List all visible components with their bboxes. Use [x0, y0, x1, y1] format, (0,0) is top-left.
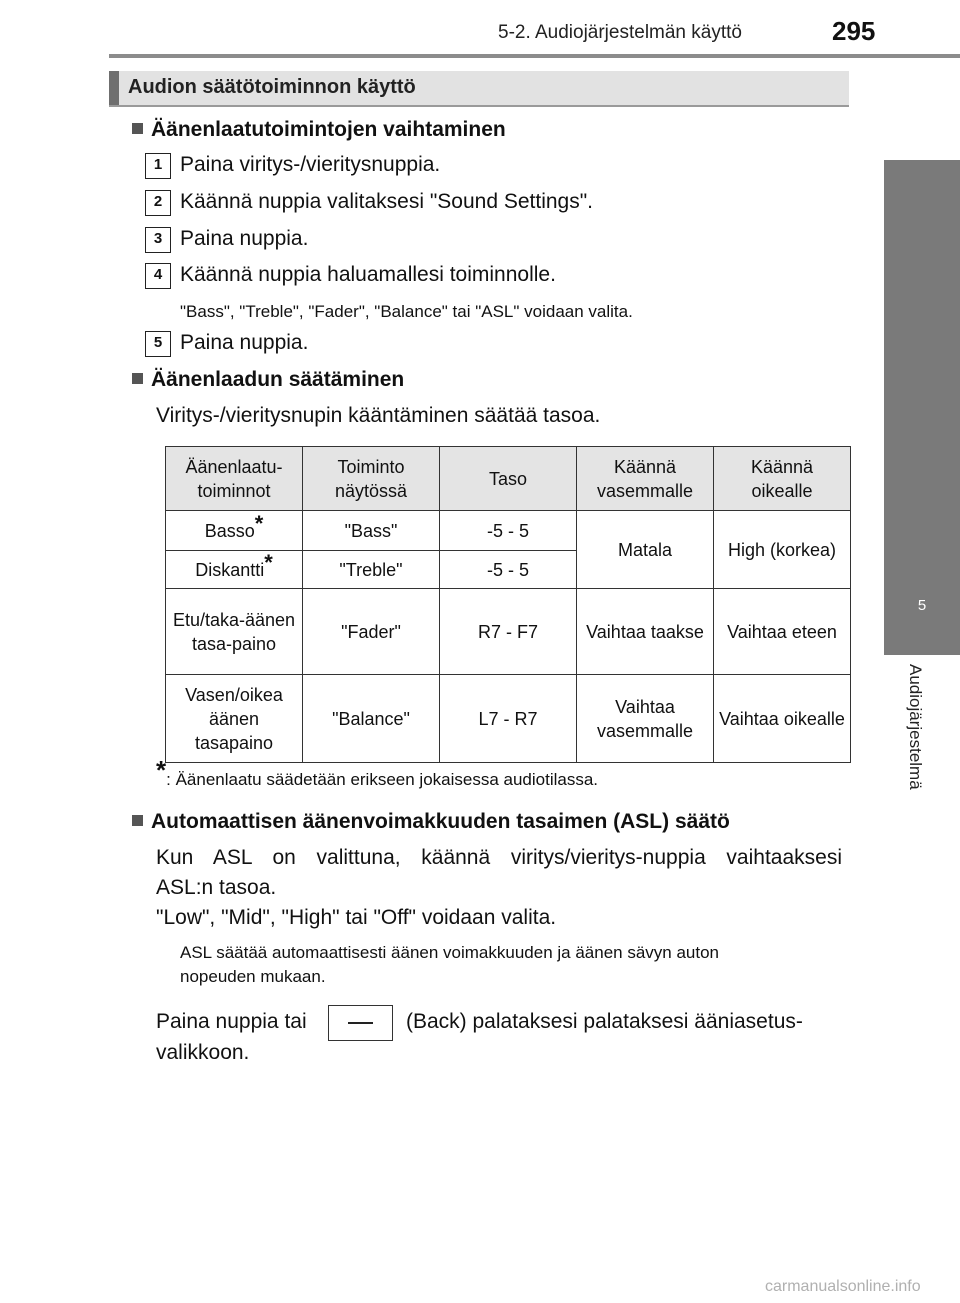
cell-text: Basso: [204, 520, 255, 541]
subheading-asl: [132, 810, 730, 834]
table-cell: [166, 511, 303, 551]
table-cell: Vaihtaa taakse: [577, 589, 714, 675]
asterisk-mark: *: [254, 510, 264, 536]
adjust-intro: Viritys-/vieritysnupin kääntäminen säätää tasoa.: [156, 404, 601, 427]
table-footnote: [156, 755, 599, 790]
step-number: 2: [153, 193, 163, 210]
table-cell: Vaihtaa eteen: [714, 589, 851, 675]
section-heading: Audion säätötoiminnon käyttö: [128, 76, 416, 98]
asterisk-mark: *: [264, 549, 273, 575]
subheading-sound-functions: [132, 118, 506, 142]
back-text-line-2: valikkoon.: [156, 1041, 250, 1064]
step-text-3: Paina nuppia.: [180, 227, 309, 250]
header-rule: [109, 54, 960, 58]
table-header-row: [166, 447, 851, 511]
table-cell: "Fader": [303, 589, 440, 675]
step-badge-3: [145, 227, 171, 253]
table-header-cell: Käännä oikealle: [714, 447, 851, 511]
section-heading-bar: [109, 71, 849, 107]
table-cell: "Treble": [303, 551, 440, 589]
step-number: 4: [153, 266, 163, 283]
asl-text-line-2: ASL:n tasoa.: [156, 876, 277, 899]
square-bullet-icon: [132, 815, 143, 826]
header-section-title: 5-2. Audiojärjestelmän käyttö: [498, 22, 742, 43]
step-badge-2: [145, 190, 171, 216]
table-header-cell: Äänenlaatu-toiminnot: [166, 447, 303, 511]
step-text-2: Käännä nuppia valitaksesi "Sound Settings".: [180, 190, 594, 213]
watermark: carmanualsonline.info: [765, 1278, 921, 1295]
step-badge-1: [145, 153, 171, 179]
footnote-text: : Äänenlaatu säädetään erikseen jokaisessa audiotilassa.: [166, 770, 599, 789]
sound-settings-table: [165, 446, 851, 763]
table-cell: Vaihtaa oikealle: [714, 675, 851, 763]
asterisk-mark: *: [156, 755, 167, 785]
subheading-sound-adjust: [132, 368, 404, 392]
table-cell-merged-right: High (korkea): [714, 511, 851, 589]
square-bullet-icon: [132, 123, 143, 134]
table-cell: L7 - R7: [440, 675, 577, 763]
chapter-tab: [884, 160, 960, 655]
table-cell-merged-left: Matala: [577, 511, 714, 589]
table-row: [166, 589, 851, 675]
table-header-cell: Toiminto näytössä: [303, 447, 440, 511]
page-number: 295: [832, 16, 876, 46]
table-cell: -5 - 5: [440, 551, 577, 589]
table-cell: Vaihtaa vasemmalle: [577, 675, 714, 763]
asl-text-line-3: "Low", "Mid", "High" tai "Off" voidaan valita.: [156, 906, 557, 929]
back-button-icon: [328, 1005, 393, 1041]
table-cell: "Balance": [303, 675, 440, 763]
table-cell: "Bass": [303, 511, 440, 551]
chapter-number: 5: [917, 597, 927, 614]
step-4-note: "Bass", "Treble", "Fader", "Balance" tai "ASL" voidaan valita.: [180, 302, 633, 321]
table-header-cell: Taso: [440, 447, 577, 511]
step-number: 3: [153, 230, 163, 247]
step-text-1: Paina viritys-/vieritysnuppia.: [180, 153, 441, 176]
table-cell: [166, 551, 303, 589]
step-badge-4: [145, 263, 171, 289]
table-cell: R7 - F7: [440, 589, 577, 675]
back-text-post: (Back) palataksesi palataksesi ääniasetus-: [406, 1010, 803, 1033]
step-text-4: Käännä nuppia haluamallesi toiminnolle.: [180, 263, 556, 286]
table-row: [166, 675, 851, 763]
table-row: [166, 511, 851, 551]
table-cell: -5 - 5: [440, 511, 577, 551]
asl-note-line-1: ASL säätää automaattisesti äänen voimakkuuden ja äänen sävyn auton: [180, 943, 720, 962]
step-number: 1: [153, 156, 163, 173]
chapter-label: [897, 664, 925, 824]
asl-note-line-2: nopeuden mukaan.: [180, 967, 326, 986]
minus-icon: [348, 1022, 373, 1024]
step-number: 5: [153, 334, 163, 351]
square-bullet-icon: [132, 373, 143, 384]
subheading-text: Automaattisen äänenvoimakkuuden tasaimen (ASL) säätö: [151, 810, 730, 833]
table-cell: Vasen/oikea äänen tasapaino: [166, 675, 303, 763]
subheading-text: Äänenlaatutoimintojen vaihtaminen: [151, 118, 506, 141]
section-heading-accent: [109, 71, 119, 105]
back-text-pre: Paina nuppia tai: [156, 1010, 307, 1033]
cell-text: Diskantti: [195, 559, 265, 580]
subheading-text: Äänenlaadun säätäminen: [151, 368, 405, 391]
step-text-5: Paina nuppia.: [180, 331, 309, 354]
table-cell: Etu/taka-äänen tasa-paino: [166, 589, 303, 675]
step-badge-5: [145, 331, 171, 357]
table-header-cell: Käännä vasemmalle: [577, 447, 714, 511]
chapter-label-text: Audiojärjestelmä: [906, 664, 925, 790]
asl-text-line-1: Kun ASL on valittuna, käännä viritys/vieritys-nuppia vaihtaaksesi: [156, 846, 842, 869]
